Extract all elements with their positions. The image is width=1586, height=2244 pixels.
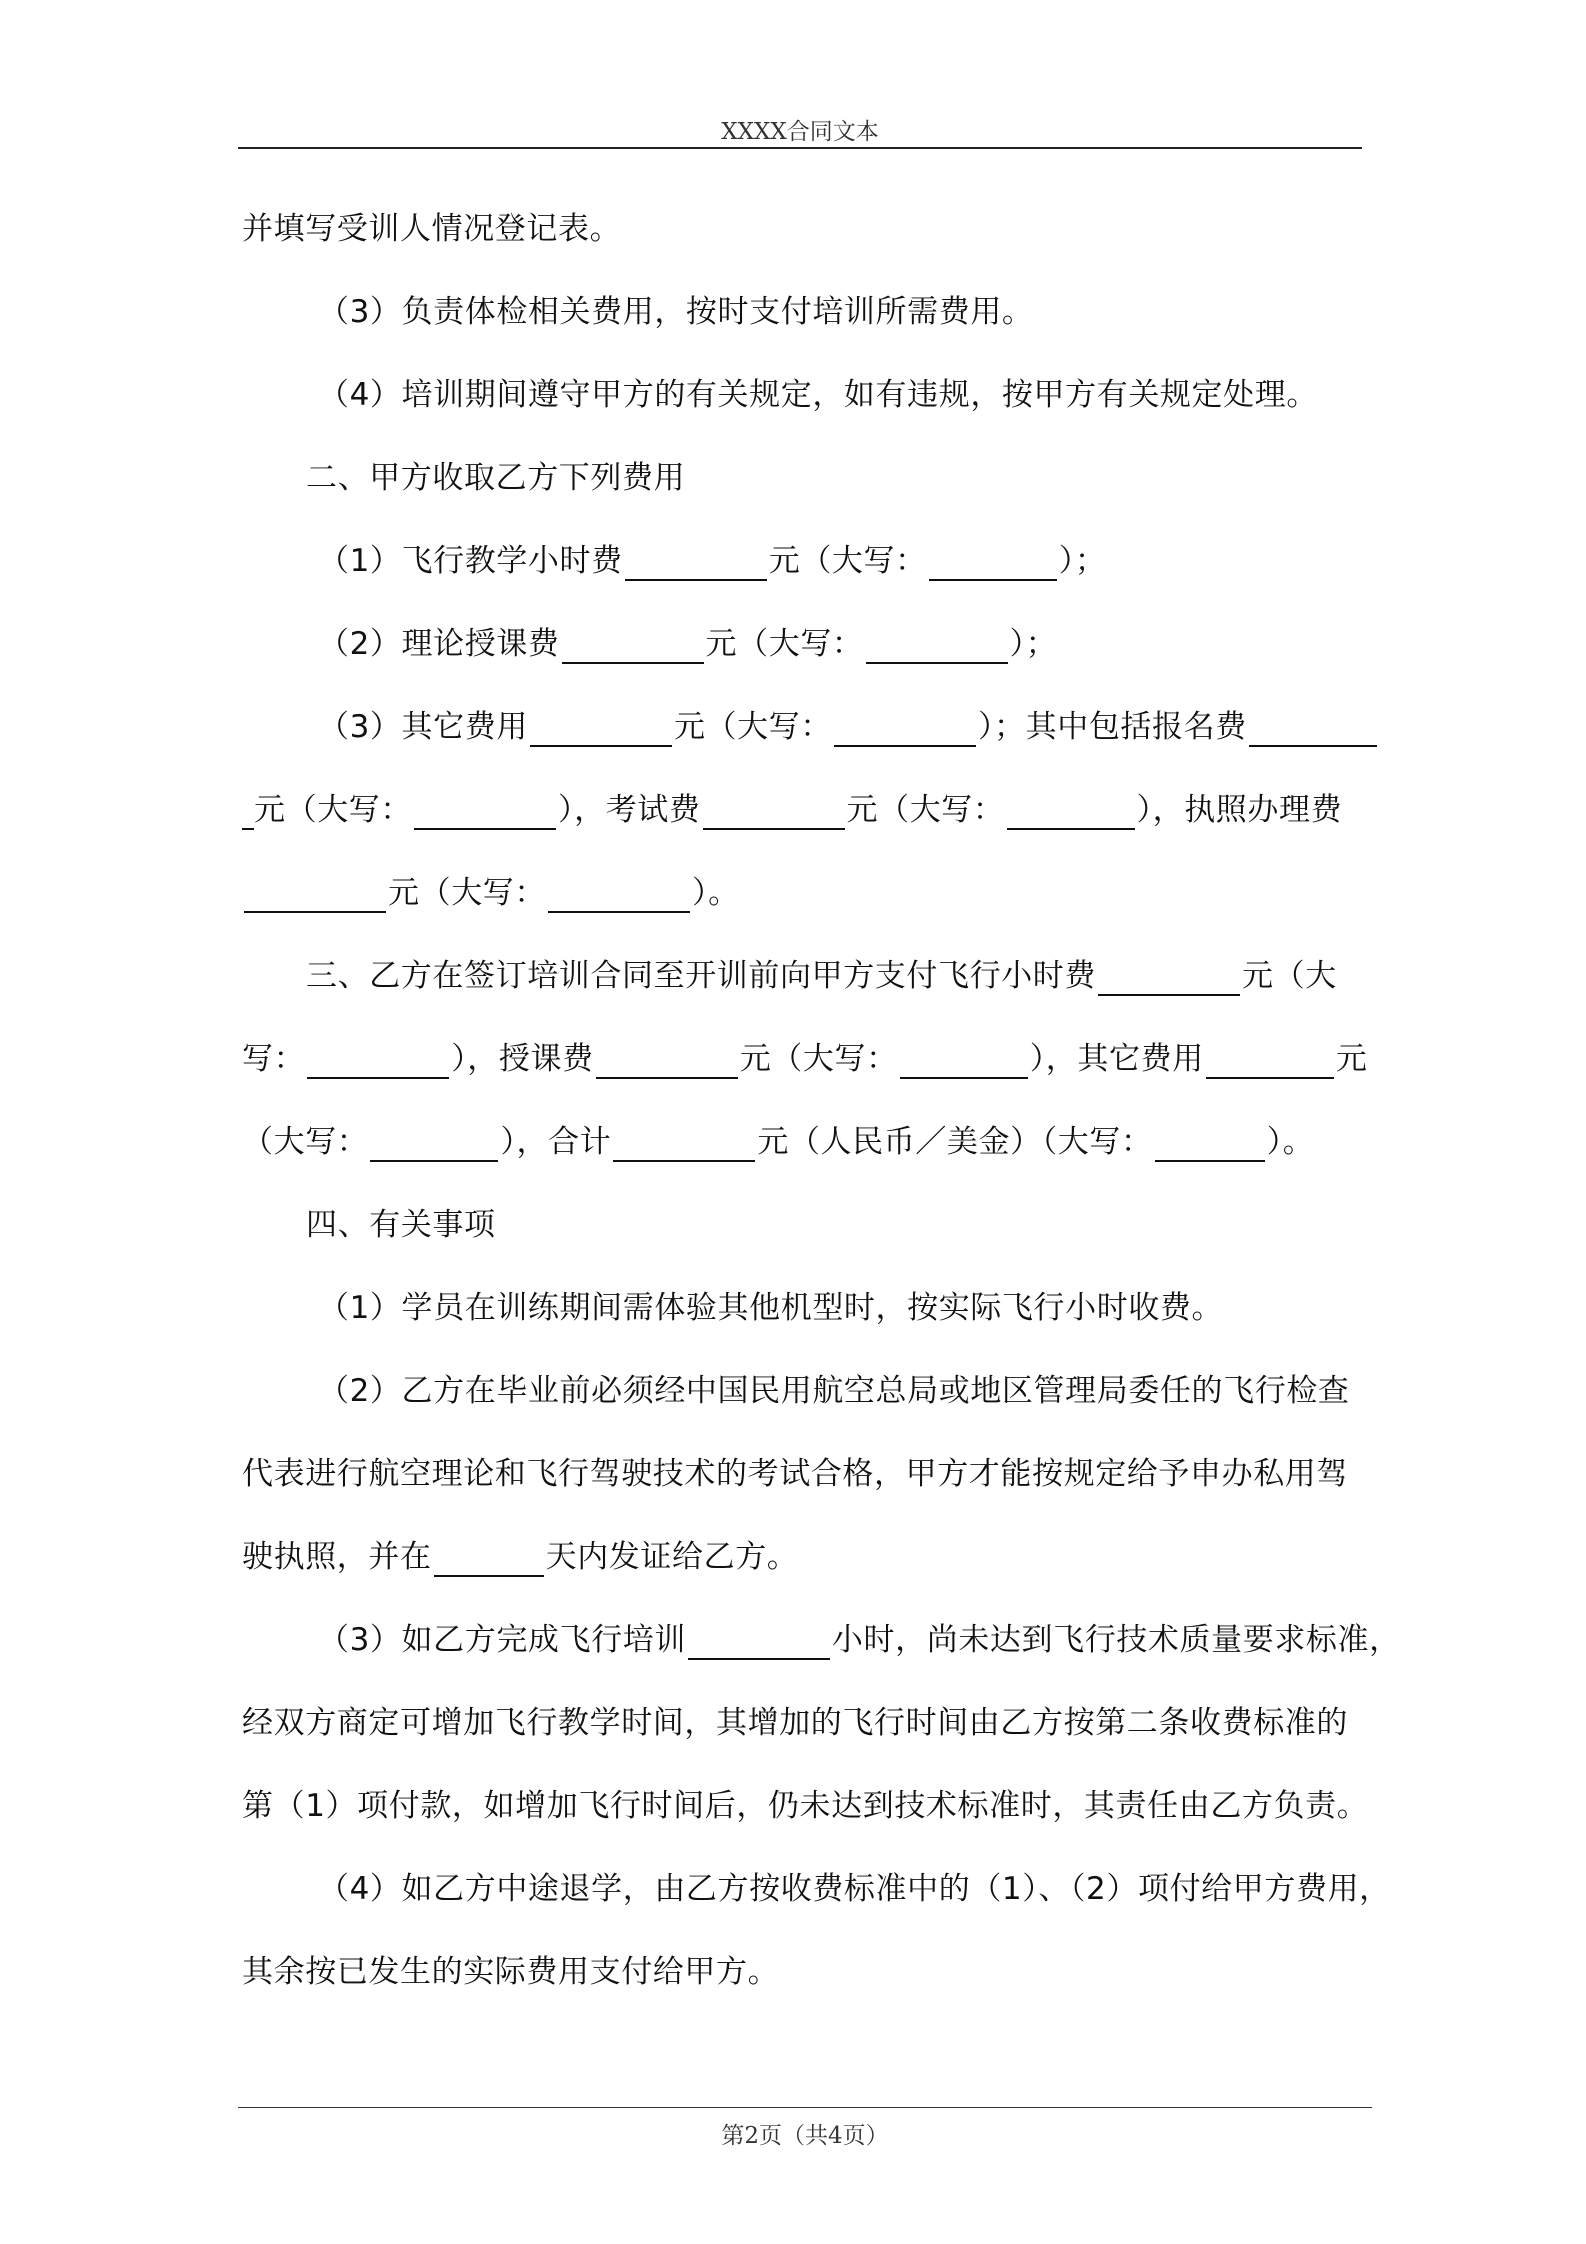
text-segment: 元（大写：	[768, 543, 927, 579]
blank-days	[434, 1541, 544, 1577]
text-segment: 元	[1335, 1041, 1368, 1077]
text-segment: 天内发证给乙方。	[545, 1539, 799, 1575]
paragraph-line: 经双方商定可增加飞行教学时间，其增加的飞行时间由乙方按第二条收费标准的	[242, 1705, 1348, 1741]
fee-line-theory	[318, 624, 1057, 664]
text-segment: （2）理论授课费	[318, 626, 560, 662]
blank-capital-amount	[834, 711, 976, 747]
text-segment: 写：	[242, 1041, 306, 1077]
text-segment: 三、乙方在签订培训合同至开训前向甲方支付飞行小时费	[306, 958, 1096, 994]
blank-tuition-fee	[596, 1043, 738, 1079]
blank-capital-amount	[866, 628, 1008, 664]
blank-flight-hour-fee	[1098, 960, 1240, 996]
paragraph-line: （1）学员在训练期间需体验其他机型时，按实际飞行小时收费。	[318, 1290, 1224, 1326]
blank-capital-amount	[370, 1126, 498, 1162]
text-segment: 元（大写：	[705, 626, 864, 662]
paragraph-line: 并填写受训人情况登记表。	[242, 211, 622, 247]
blank-capital-amount	[414, 794, 556, 830]
paragraph-line	[242, 1537, 798, 1577]
page-header-title: XXXX合同文本	[721, 119, 879, 145]
blank-registration-fee	[1249, 711, 1377, 747]
text-segment: （1）飞行教学小时费	[318, 543, 623, 579]
text-segment: ）。	[1266, 1124, 1315, 1160]
paragraph-line: （2）乙方在毕业前必须经中国民用航空总局或地区管理局委任的飞行检查	[318, 1373, 1350, 1409]
paragraph-line: （4）如乙方中途退学，由乙方按收费标准中的（1）、（2）项付给甲方费用，	[318, 1871, 1391, 1907]
section-three-line	[242, 1039, 1367, 1079]
text-segment: 元（大写：	[739, 1041, 898, 1077]
blank-total-amount	[613, 1126, 755, 1162]
blank-license-fee	[244, 877, 386, 913]
fee-line-other	[318, 707, 1379, 747]
paragraph-line: 其余按已发生的实际费用支付给甲方。	[242, 1954, 780, 1990]
page-number: 第2页（共4页）	[721, 2123, 889, 2149]
section-heading: 四、有关事项	[306, 1207, 496, 1243]
paragraph-line: 代表进行航空理论和飞行驾驶技术的考试合格，甲方才能按规定给予申办私用驾	[242, 1456, 1348, 1492]
text-segment: ）。	[692, 875, 740, 911]
section-heading: 二、甲方收取乙方下列费用	[306, 460, 686, 496]
blank-amount	[562, 628, 704, 664]
text-segment: 元（人民币／美金）（大写：	[757, 1124, 1153, 1160]
paragraph-line	[318, 1620, 1401, 1660]
footer-divider	[238, 2107, 1372, 2108]
text-segment: ），合计	[500, 1124, 612, 1160]
blank-training-hours	[688, 1624, 830, 1660]
header-divider	[238, 147, 1362, 149]
text-segment: 元（大写：	[673, 709, 832, 745]
text-segment: ），执照办理费	[1136, 792, 1343, 828]
text-segment: （3）如乙方完成飞行培训	[318, 1622, 686, 1658]
blank-capital-amount	[900, 1043, 1028, 1079]
blank-registration-fee-cont	[242, 794, 254, 830]
blank-amount	[530, 711, 672, 747]
text-segment: 元（大写：	[846, 792, 1005, 828]
blank-capital-amount	[929, 545, 1057, 581]
fee-line-license-amount	[242, 873, 740, 913]
text-segment: ），考试费	[558, 792, 701, 828]
section-three-line	[242, 1122, 1314, 1162]
text-segment: 元（大写：	[388, 875, 546, 911]
text-segment: ），其它费用	[1029, 1041, 1204, 1077]
blank-exam-fee	[703, 794, 845, 830]
text-segment: （3）其它费用	[318, 709, 528, 745]
text-segment: ）；	[1009, 626, 1058, 662]
text-segment: 元（大写：	[254, 792, 412, 828]
blank-capital-amount	[1007, 794, 1135, 830]
text-segment: ），授课费	[451, 1041, 594, 1077]
paragraph-line: （3）负责体检相关费用，按时支付培训所需费用。	[318, 294, 1034, 330]
blank-capital-amount	[548, 877, 690, 913]
blank-other-fee	[1206, 1043, 1334, 1079]
text-segment: 元（大	[1242, 958, 1337, 994]
text-segment: ）；其中包括报名费	[977, 709, 1247, 745]
blank-capital-amount	[307, 1043, 449, 1079]
blank-amount	[625, 545, 767, 581]
text-segment: 小时，尚未达到飞行技术质量要求标准，	[831, 1622, 1401, 1658]
text-segment: （大写：	[242, 1124, 369, 1160]
paragraph-line: 第（1）项付款，如增加飞行时间后，仍未达到技术标准时，其责任由乙方负责。	[242, 1788, 1369, 1824]
text-segment: ）；	[1058, 543, 1107, 579]
section-three-line	[306, 956, 1337, 996]
blank-capital-amount	[1155, 1126, 1265, 1162]
text-segment: 驶执照，并在	[242, 1539, 432, 1575]
fee-line-exam-license	[242, 790, 1342, 830]
fee-line-flight-hours	[318, 541, 1106, 581]
paragraph-line: （4）培训期间遵守甲方的有关规定，如有违规，按甲方有关规定处理。	[318, 377, 1318, 413]
